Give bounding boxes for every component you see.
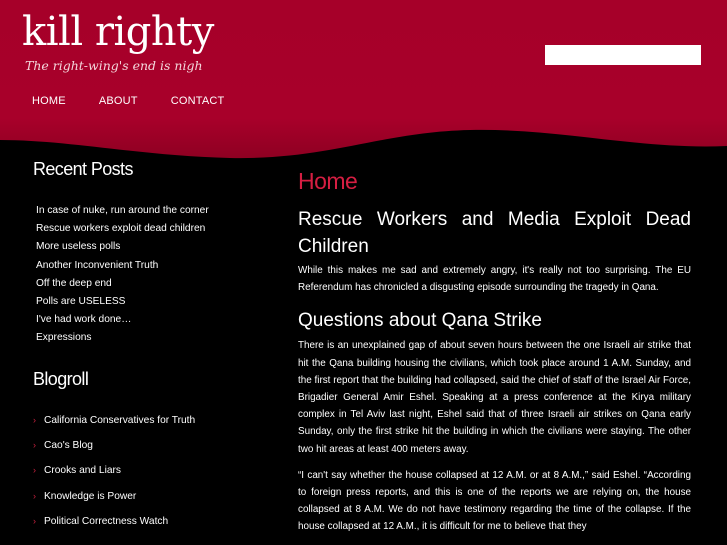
recent-post-item (36, 293, 273, 311)
blogroll-link[interactable]: Political Correctness Watch (44, 516, 169, 528)
recent-post-item (36, 311, 273, 329)
recent-post-link[interactable]: Another Inconvenient Truth (36, 259, 159, 271)
site-tagline: The right-wing's end is nigh (25, 58, 203, 73)
post-body: While this makes me sad and extremely angry, it's really not too surprising. The EU Referendum has chronicled a disgusting episode surrounding the tragedy in Qana. (298, 265, 691, 294)
search-input[interactable] (545, 45, 701, 65)
recent-post-item (36, 238, 273, 256)
recent-post-item (36, 220, 273, 238)
chevron-right-icon: › (33, 516, 36, 527)
blogroll-item (33, 433, 273, 458)
main-nav (32, 94, 257, 108)
recent-post-link[interactable]: Off the deep end (36, 277, 112, 289)
nav-item-home[interactable]: HOME (32, 95, 66, 107)
recent-post-link[interactable]: Polls are USELESS (36, 296, 126, 308)
chevron-right-icon: › (33, 490, 36, 501)
post-body: “I can't say whether the house collapsed at 12 A.M. or at 8 A.M.,” said Eshel. “According to foreign press reports, and this is one of the reports we are relying on, the house collapsed at 8 A.M. We do not have testimony regarding the time of the collapse. If the house collapsed at 12 A.M., it is difficult for me to believe that they (298, 469, 691, 533)
recent-post-link[interactable]: More useless polls (36, 241, 121, 253)
site-title[interactable]: kill righty (22, 9, 214, 55)
blogroll-link[interactable]: Crooks and Liars (44, 465, 122, 477)
nav-item-about[interactable]: ABOUT (98, 95, 138, 107)
recent-post-link[interactable]: I've had work done… (36, 314, 132, 326)
recent-post-link[interactable]: Rescue workers exploit dead children (36, 223, 206, 235)
blogroll-heading: Blogroll (33, 368, 89, 389)
nav-item-contact[interactable]: CONTACT (170, 95, 225, 107)
chevron-right-icon: › (33, 465, 36, 476)
chevron-right-icon: › (33, 414, 36, 425)
blogroll-item (33, 484, 273, 509)
sidebar (33, 158, 273, 535)
blogroll-item (33, 458, 273, 483)
recent-post-item (36, 329, 273, 347)
recent-post-item (36, 257, 273, 275)
blogroll-link[interactable]: Cao's Blog (44, 440, 93, 452)
post-body: There is an unexplained gap of about seven hours between the one Israeli air strike that hit the Qana building housing the civilians, which took place around 1 A.M. Sunday, and the first report that the building had collapsed, said the chief of staff of the Israel Air Force, Brigadier General Amir Eshel. Speaking at a press conference at the Kirya military complex in Tel Aviv last night, Eshel said that of three Israeli air strikes on Qana early Sunday, only the first strike hit the building in which the civilians were staying. The other two hit areas at least 400 meters away. (298, 340, 691, 455)
post-title[interactable]: Rescue Workers and Media Exploit Dead Children (298, 209, 691, 257)
main-content (298, 166, 691, 536)
blogroll-item (33, 509, 273, 534)
recent-post-item (36, 202, 273, 220)
recent-post-link[interactable]: Expressions (36, 332, 92, 344)
recent-posts-heading: Recent Posts (33, 159, 133, 179)
site-header (0, 0, 727, 160)
chevron-right-icon: › (33, 440, 36, 451)
post-title[interactable]: Questions about Qana Strike (298, 310, 542, 332)
recent-posts-list (36, 202, 273, 348)
blogroll-link[interactable]: California Conservatives for Truth (44, 414, 196, 426)
page-title: Home (298, 168, 358, 194)
blogroll-list (33, 408, 273, 535)
blogroll-link[interactable]: Knowledge is Power (44, 490, 137, 502)
recent-post-link[interactable]: In case of nuke, run around the corner (36, 205, 209, 216)
blogroll-item (33, 408, 273, 433)
recent-post-item (36, 275, 273, 293)
